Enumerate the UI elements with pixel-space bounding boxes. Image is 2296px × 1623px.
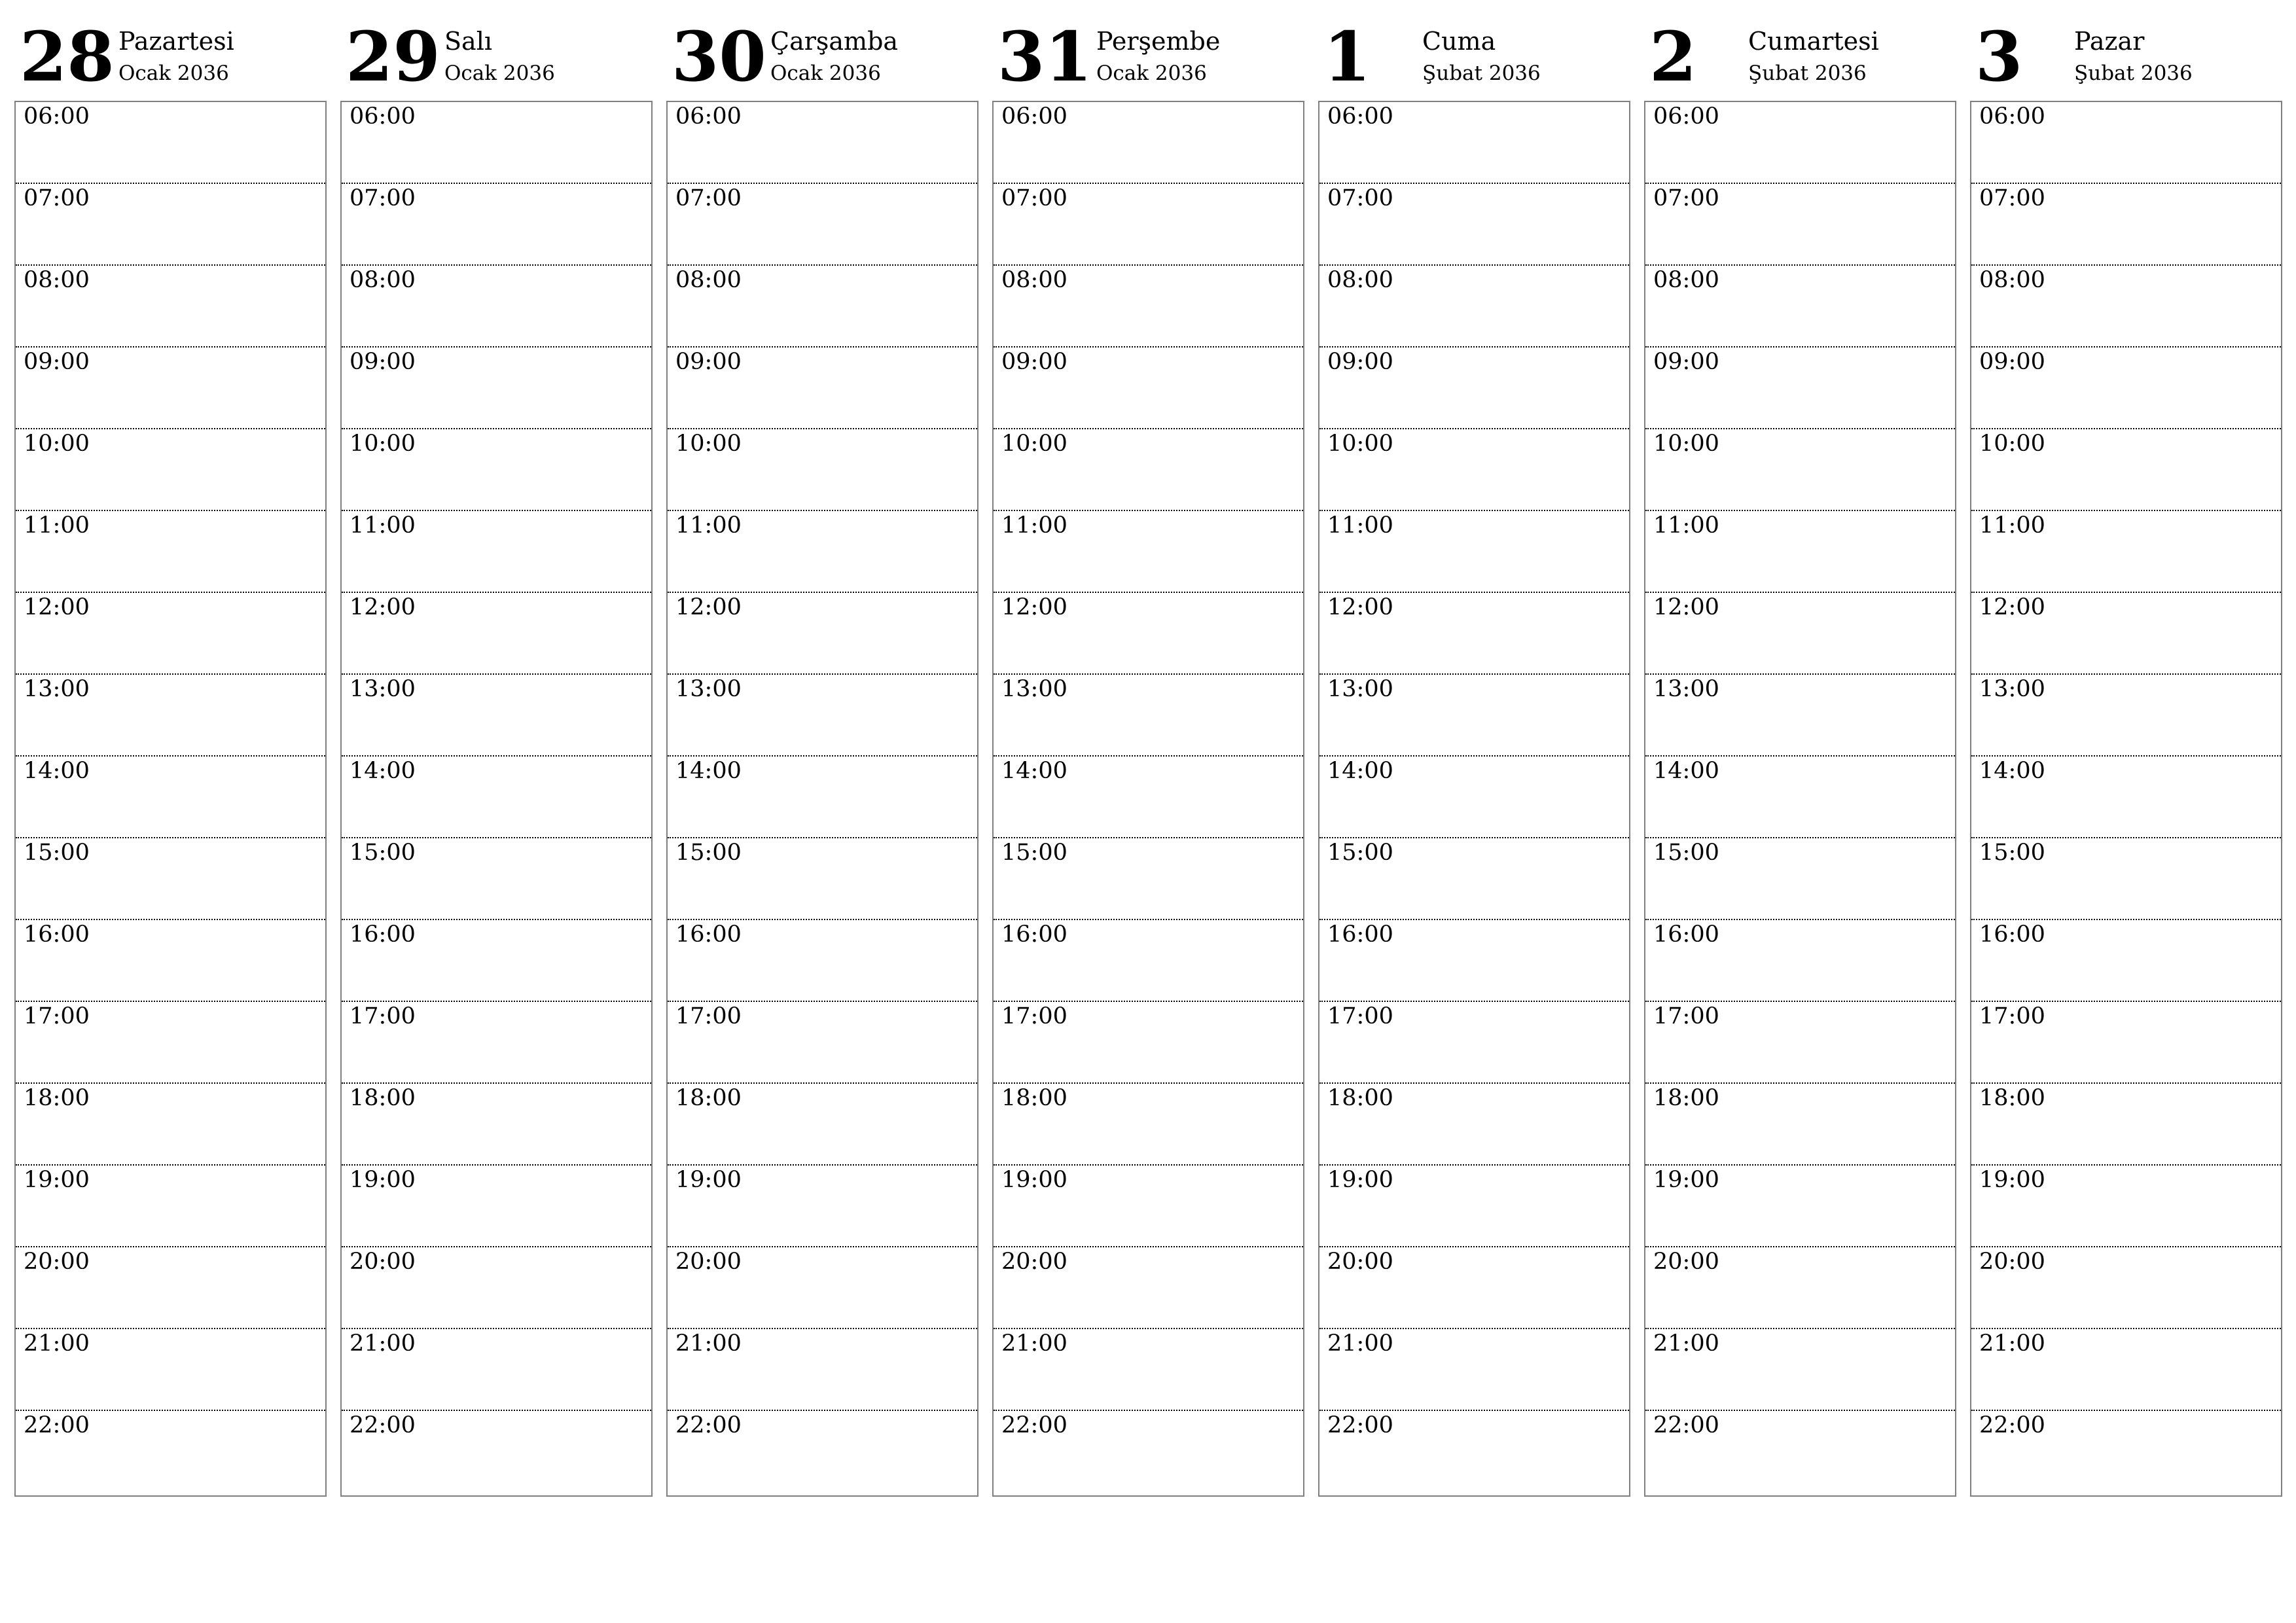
- time-slot-label: 17:00: [1653, 1003, 1719, 1029]
- time-slot[interactable]: [994, 1247, 1303, 1329]
- time-slot-label: 21:00: [350, 1330, 416, 1357]
- time-slot[interactable]: [16, 1329, 325, 1411]
- time-slot-label: 18:00: [1001, 1085, 1067, 1111]
- time-slot[interactable]: [994, 266, 1303, 348]
- time-slot-label: 06:00: [1979, 103, 2045, 130]
- time-slot[interactable]: [1645, 1411, 1955, 1493]
- time-slot[interactable]: [668, 675, 977, 757]
- time-slot[interactable]: [342, 102, 651, 184]
- time-slot-label: 07:00: [1979, 185, 2045, 211]
- day-header: [992, 0, 1304, 98]
- day-column: [14, 0, 327, 1499]
- time-slot[interactable]: [1645, 511, 1955, 593]
- time-slot[interactable]: [16, 1002, 325, 1084]
- time-slot[interactable]: [1645, 1247, 1955, 1329]
- time-slot[interactable]: [994, 1084, 1303, 1166]
- time-slot[interactable]: [1319, 757, 1629, 838]
- time-slot[interactable]: [1645, 102, 1955, 184]
- time-slot[interactable]: [1645, 184, 1955, 266]
- day-schedule-box: [1970, 101, 2282, 1497]
- time-slot[interactable]: [1645, 429, 1955, 511]
- day-name: Cuma: [1422, 27, 1496, 56]
- time-slot[interactable]: [1645, 593, 1955, 675]
- time-slot-label: 14:00: [1001, 758, 1067, 784]
- time-slot[interactable]: [994, 1166, 1303, 1247]
- day-month-year: Ocak 2036: [444, 62, 555, 85]
- day-month-year: Şubat 2036: [1422, 62, 1541, 85]
- time-slot-label: 15:00: [350, 840, 416, 866]
- time-slot-label: 13:00: [1327, 676, 1393, 702]
- day-number: 28: [20, 16, 115, 97]
- time-slot-label: 08:00: [350, 267, 416, 293]
- time-slot-label: 10:00: [1979, 431, 2045, 457]
- time-slot-label: 17:00: [24, 1003, 90, 1029]
- time-slot[interactable]: [16, 838, 325, 920]
- time-slot[interactable]: [668, 511, 977, 593]
- time-slot[interactable]: [342, 511, 651, 593]
- time-slot-label: 12:00: [1001, 594, 1067, 620]
- time-slot[interactable]: [1319, 1002, 1629, 1084]
- time-slot-label: 11:00: [1653, 512, 1719, 539]
- time-slot[interactable]: [1645, 675, 1955, 757]
- time-slot[interactable]: [1645, 1084, 1955, 1166]
- time-slot-label: 21:00: [675, 1330, 742, 1357]
- time-slot-label: 06:00: [1327, 103, 1393, 130]
- time-slot[interactable]: [1971, 429, 2281, 511]
- time-slot-label: 16:00: [1327, 921, 1393, 948]
- day-name: Pazar: [2074, 27, 2145, 56]
- day-column: [340, 0, 653, 1499]
- day-name: Cumartesi: [1748, 27, 1879, 56]
- time-slot[interactable]: [1319, 429, 1629, 511]
- time-slot-label: 09:00: [24, 349, 90, 375]
- time-slot[interactable]: [342, 429, 651, 511]
- time-slot[interactable]: [1971, 1084, 2281, 1166]
- time-slot[interactable]: [994, 757, 1303, 838]
- time-slot[interactable]: [16, 511, 325, 593]
- time-slot[interactable]: [342, 266, 651, 348]
- time-slot-label: 09:00: [1327, 349, 1393, 375]
- time-slot[interactable]: [16, 1166, 325, 1247]
- time-slot[interactable]: [994, 348, 1303, 429]
- time-slot-label: 10:00: [24, 431, 90, 457]
- time-slot[interactable]: [1645, 920, 1955, 1002]
- time-slot-label: 16:00: [1653, 921, 1719, 948]
- time-slot-label: 11:00: [1327, 512, 1393, 539]
- time-slot-label: 20:00: [1001, 1249, 1067, 1275]
- time-slot-label: 07:00: [675, 185, 742, 211]
- time-slot[interactable]: [1971, 1166, 2281, 1247]
- day-schedule-box: [14, 101, 327, 1497]
- time-slot-label: 21:00: [24, 1330, 90, 1357]
- time-slot-label: 22:00: [1327, 1412, 1393, 1438]
- time-slot-label: 18:00: [675, 1085, 742, 1111]
- time-slot-label: 18:00: [1327, 1085, 1393, 1111]
- day-header: [1318, 0, 1630, 98]
- time-slot-label: 12:00: [1979, 594, 2045, 620]
- time-slot-label: 09:00: [1653, 349, 1719, 375]
- time-slot-label: 19:00: [24, 1167, 90, 1193]
- time-slot-label: 07:00: [1001, 185, 1067, 211]
- time-slot[interactable]: [1645, 1002, 1955, 1084]
- time-slot-label: 22:00: [1001, 1412, 1067, 1438]
- time-slot[interactable]: [16, 675, 325, 757]
- time-slot-label: 15:00: [1327, 840, 1393, 866]
- day-column: [1970, 0, 2282, 1499]
- time-slot[interactable]: [1971, 348, 2281, 429]
- time-slot[interactable]: [1971, 1002, 2281, 1084]
- time-slot[interactable]: [994, 184, 1303, 266]
- time-slot[interactable]: [1319, 266, 1629, 348]
- time-slot-label: 14:00: [1327, 758, 1393, 784]
- time-slot[interactable]: [994, 511, 1303, 593]
- time-slot[interactable]: [668, 1411, 977, 1493]
- time-slot-label: 20:00: [1653, 1249, 1719, 1275]
- time-slot[interactable]: [16, 920, 325, 1002]
- time-slot-label: 22:00: [1979, 1412, 2045, 1438]
- time-slot[interactable]: [16, 266, 325, 348]
- time-slot[interactable]: [342, 1411, 651, 1493]
- time-slot[interactable]: [16, 1247, 325, 1329]
- time-slot-label: 11:00: [1979, 512, 2045, 539]
- time-slot[interactable]: [994, 1002, 1303, 1084]
- time-slot-label: 14:00: [1979, 758, 2045, 784]
- time-slot-label: 11:00: [1001, 512, 1067, 539]
- time-slot[interactable]: [1971, 266, 2281, 348]
- time-slot-label: 20:00: [350, 1249, 416, 1275]
- time-slot[interactable]: [1971, 757, 2281, 838]
- day-schedule-box: [1318, 101, 1630, 1497]
- time-slot-label: 12:00: [24, 594, 90, 620]
- time-slot-label: 08:00: [1001, 267, 1067, 293]
- time-slot[interactable]: [1971, 593, 2281, 675]
- day-schedule-box: [1644, 101, 1956, 1497]
- time-slot-label: 14:00: [675, 758, 742, 784]
- time-slot-label: 21:00: [1653, 1330, 1719, 1357]
- time-slot-label: 10:00: [1653, 431, 1719, 457]
- time-slot-label: 20:00: [1979, 1249, 2045, 1275]
- time-slot-label: 19:00: [1327, 1167, 1393, 1193]
- time-slot[interactable]: [16, 593, 325, 675]
- time-slot[interactable]: [668, 593, 977, 675]
- time-slot-label: 10:00: [1001, 431, 1067, 457]
- time-slot-label: 20:00: [24, 1249, 90, 1275]
- time-slot-label: 18:00: [24, 1085, 90, 1111]
- time-slot[interactable]: [668, 266, 977, 348]
- time-slot[interactable]: [342, 757, 651, 838]
- time-slot-label: 20:00: [1327, 1249, 1393, 1275]
- day-column: [1318, 0, 1630, 1499]
- time-slot[interactable]: [1319, 675, 1629, 757]
- time-slot-label: 13:00: [1001, 676, 1067, 702]
- time-slot[interactable]: [1645, 348, 1955, 429]
- day-schedule-box: [666, 101, 978, 1497]
- day-number: 3: [1975, 16, 2023, 97]
- time-slot[interactable]: [668, 1247, 977, 1329]
- day-column: [992, 0, 1304, 1499]
- time-slot[interactable]: [16, 429, 325, 511]
- time-slot[interactable]: [994, 920, 1303, 1002]
- day-header: [666, 0, 978, 98]
- time-slot-label: 17:00: [1979, 1003, 2045, 1029]
- day-number: 30: [672, 16, 766, 97]
- day-header: [1644, 0, 1956, 98]
- time-slot[interactable]: [342, 675, 651, 757]
- time-slot-label: 18:00: [1653, 1085, 1719, 1111]
- time-slot-label: 08:00: [675, 267, 742, 293]
- time-slot[interactable]: [668, 429, 977, 511]
- time-slot-label: 16:00: [1979, 921, 2045, 948]
- time-slot-label: 17:00: [1327, 1003, 1393, 1029]
- time-slot-label: 06:00: [350, 103, 416, 130]
- time-slot-label: 15:00: [675, 840, 742, 866]
- time-slot-label: 07:00: [24, 185, 90, 211]
- time-slot[interactable]: [1319, 1329, 1629, 1411]
- time-slot-label: 09:00: [1001, 349, 1067, 375]
- time-slot[interactable]: [668, 920, 977, 1002]
- time-slot[interactable]: [1319, 1084, 1629, 1166]
- day-number: 2: [1649, 16, 1697, 97]
- time-slot[interactable]: [1319, 838, 1629, 920]
- time-slot[interactable]: [1645, 757, 1955, 838]
- time-slot-label: 11:00: [350, 512, 416, 539]
- time-slot[interactable]: [1319, 593, 1629, 675]
- time-slot-label: 13:00: [24, 676, 90, 702]
- time-slot[interactable]: [1971, 511, 2281, 593]
- time-slot-label: 22:00: [675, 1412, 742, 1438]
- time-slot-label: 12:00: [1327, 594, 1393, 620]
- time-slot-label: 15:00: [1979, 840, 2045, 866]
- time-slot[interactable]: [342, 920, 651, 1002]
- time-slot[interactable]: [1319, 184, 1629, 266]
- day-schedule-box: [992, 101, 1304, 1497]
- time-slot-label: 15:00: [1001, 840, 1067, 866]
- time-slot[interactable]: [1971, 920, 2281, 1002]
- time-slot-label: 10:00: [1327, 431, 1393, 457]
- time-slot[interactable]: [342, 348, 651, 429]
- time-slot[interactable]: [668, 757, 977, 838]
- day-schedule-box: [340, 101, 653, 1497]
- time-slot[interactable]: [668, 348, 977, 429]
- time-slot[interactable]: [1971, 1329, 2281, 1411]
- time-slot[interactable]: [1971, 102, 2281, 184]
- time-slot[interactable]: [668, 1166, 977, 1247]
- time-slot[interactable]: [994, 675, 1303, 757]
- time-slot-label: 19:00: [1653, 1167, 1719, 1193]
- time-slot-label: 21:00: [1001, 1330, 1067, 1357]
- time-slot[interactable]: [994, 593, 1303, 675]
- time-slot-label: 12:00: [675, 594, 742, 620]
- time-slot-label: 15:00: [1653, 840, 1719, 866]
- time-slot[interactable]: [668, 1329, 977, 1411]
- time-slot[interactable]: [668, 1002, 977, 1084]
- time-slot[interactable]: [1319, 348, 1629, 429]
- time-slot-label: 12:00: [1653, 594, 1719, 620]
- time-slot[interactable]: [994, 1411, 1303, 1493]
- time-slot[interactable]: [16, 348, 325, 429]
- time-slot-label: 22:00: [1653, 1412, 1719, 1438]
- time-slot-label: 14:00: [1653, 758, 1719, 784]
- time-slot[interactable]: [994, 1329, 1303, 1411]
- time-slot-label: 14:00: [24, 758, 90, 784]
- time-slot[interactable]: [1971, 1411, 2281, 1493]
- time-slot[interactable]: [1645, 1329, 1955, 1411]
- day-name: Salı: [444, 27, 492, 56]
- time-slot[interactable]: [1971, 1247, 2281, 1329]
- day-month-year: Şubat 2036: [1748, 62, 1867, 85]
- day-month-year: Ocak 2036: [118, 62, 229, 85]
- day-number: 31: [997, 16, 1092, 97]
- day-number: 29: [346, 16, 440, 97]
- time-slot[interactable]: [342, 1247, 651, 1329]
- time-slot-label: 12:00: [350, 594, 416, 620]
- time-slot-label: 15:00: [24, 840, 90, 866]
- time-slot-label: 21:00: [1979, 1330, 2045, 1357]
- time-slot[interactable]: [1645, 838, 1955, 920]
- time-slot[interactable]: [1319, 1247, 1629, 1329]
- time-slot[interactable]: [342, 1166, 651, 1247]
- time-slot-label: 16:00: [675, 921, 742, 948]
- time-slot[interactable]: [1645, 266, 1955, 348]
- time-slot[interactable]: [1319, 1411, 1629, 1493]
- time-slot-label: 21:00: [1327, 1330, 1393, 1357]
- day-header: [340, 0, 653, 98]
- time-slot-label: 20:00: [675, 1249, 742, 1275]
- time-slot[interactable]: [342, 838, 651, 920]
- time-slot[interactable]: [1319, 920, 1629, 1002]
- time-slot-label: 16:00: [350, 921, 416, 948]
- time-slot[interactable]: [668, 102, 977, 184]
- day-column: [666, 0, 978, 1499]
- time-slot-label: 09:00: [675, 349, 742, 375]
- day-name: Çarşamba: [770, 27, 899, 56]
- time-slot-label: 06:00: [24, 103, 90, 130]
- time-slot-label: 19:00: [1001, 1167, 1067, 1193]
- time-slot-label: 08:00: [1979, 267, 2045, 293]
- time-slot[interactable]: [342, 593, 651, 675]
- time-slot-label: 16:00: [1001, 921, 1067, 948]
- time-slot[interactable]: [16, 102, 325, 184]
- day-month-year: Ocak 2036: [1096, 62, 1207, 85]
- time-slot[interactable]: [1319, 511, 1629, 593]
- time-slot-label: 14:00: [350, 758, 416, 784]
- day-column: [1644, 0, 1956, 1499]
- time-slot-label: 06:00: [675, 103, 742, 130]
- time-slot-label: 17:00: [675, 1003, 742, 1029]
- time-slot[interactable]: [16, 757, 325, 838]
- time-slot-label: 18:00: [350, 1085, 416, 1111]
- time-slot[interactable]: [668, 838, 977, 920]
- day-header: [1970, 0, 2282, 98]
- day-month-year: Ocak 2036: [770, 62, 881, 85]
- weekly-planner: [14, 0, 2291, 1505]
- time-slot-label: 08:00: [1327, 267, 1393, 293]
- time-slot[interactable]: [1971, 838, 2281, 920]
- time-slot[interactable]: [668, 1084, 977, 1166]
- time-slot-label: 08:00: [24, 267, 90, 293]
- time-slot-label: 13:00: [675, 676, 742, 702]
- time-slot-label: 11:00: [675, 512, 742, 539]
- time-slot[interactable]: [342, 184, 651, 266]
- day-month-year: Şubat 2036: [2074, 62, 2193, 85]
- time-slot[interactable]: [16, 184, 325, 266]
- day-header: [14, 0, 327, 98]
- time-slot-label: 06:00: [1001, 103, 1067, 130]
- time-slot-label: 19:00: [675, 1167, 742, 1193]
- time-slot-label: 22:00: [350, 1412, 416, 1438]
- time-slot-label: 18:00: [1979, 1085, 2045, 1111]
- day-number: 1: [1323, 16, 1371, 97]
- time-slot-label: 06:00: [1653, 103, 1719, 130]
- time-slot-label: 19:00: [350, 1167, 416, 1193]
- time-slot[interactable]: [1319, 1166, 1629, 1247]
- time-slot[interactable]: [668, 184, 977, 266]
- time-slot-label: 10:00: [675, 431, 742, 457]
- time-slot[interactable]: [1319, 102, 1629, 184]
- time-slot[interactable]: [994, 429, 1303, 511]
- time-slot[interactable]: [1971, 184, 2281, 266]
- time-slot-label: 10:00: [350, 431, 416, 457]
- time-slot-label: 08:00: [1653, 267, 1719, 293]
- time-slot-label: 22:00: [24, 1412, 90, 1438]
- time-slot[interactable]: [16, 1084, 325, 1166]
- time-slot[interactable]: [1971, 675, 2281, 757]
- time-slot-label: 16:00: [24, 921, 90, 948]
- time-slot-label: 07:00: [1653, 185, 1719, 211]
- time-slot[interactable]: [342, 1329, 651, 1411]
- day-name: Perşembe: [1096, 27, 1221, 56]
- time-slot-label: 13:00: [1979, 676, 2045, 702]
- time-slot[interactable]: [16, 1411, 325, 1493]
- time-slot-label: 07:00: [350, 185, 416, 211]
- time-slot-label: 11:00: [24, 512, 90, 539]
- time-slot-label: 17:00: [1001, 1003, 1067, 1029]
- time-slot-label: 09:00: [1979, 349, 2045, 375]
- time-slot[interactable]: [1645, 1166, 1955, 1247]
- time-slot[interactable]: [994, 102, 1303, 184]
- time-slot-label: 07:00: [1327, 185, 1393, 211]
- time-slot-label: 17:00: [350, 1003, 416, 1029]
- time-slot-label: 13:00: [1653, 676, 1719, 702]
- time-slot[interactable]: [342, 1084, 651, 1166]
- time-slot-label: 19:00: [1979, 1167, 2045, 1193]
- time-slot-label: 13:00: [350, 676, 416, 702]
- time-slot[interactable]: [342, 1002, 651, 1084]
- time-slot[interactable]: [994, 838, 1303, 920]
- time-slot-label: 09:00: [350, 349, 416, 375]
- day-name: Pazartesi: [118, 27, 234, 56]
